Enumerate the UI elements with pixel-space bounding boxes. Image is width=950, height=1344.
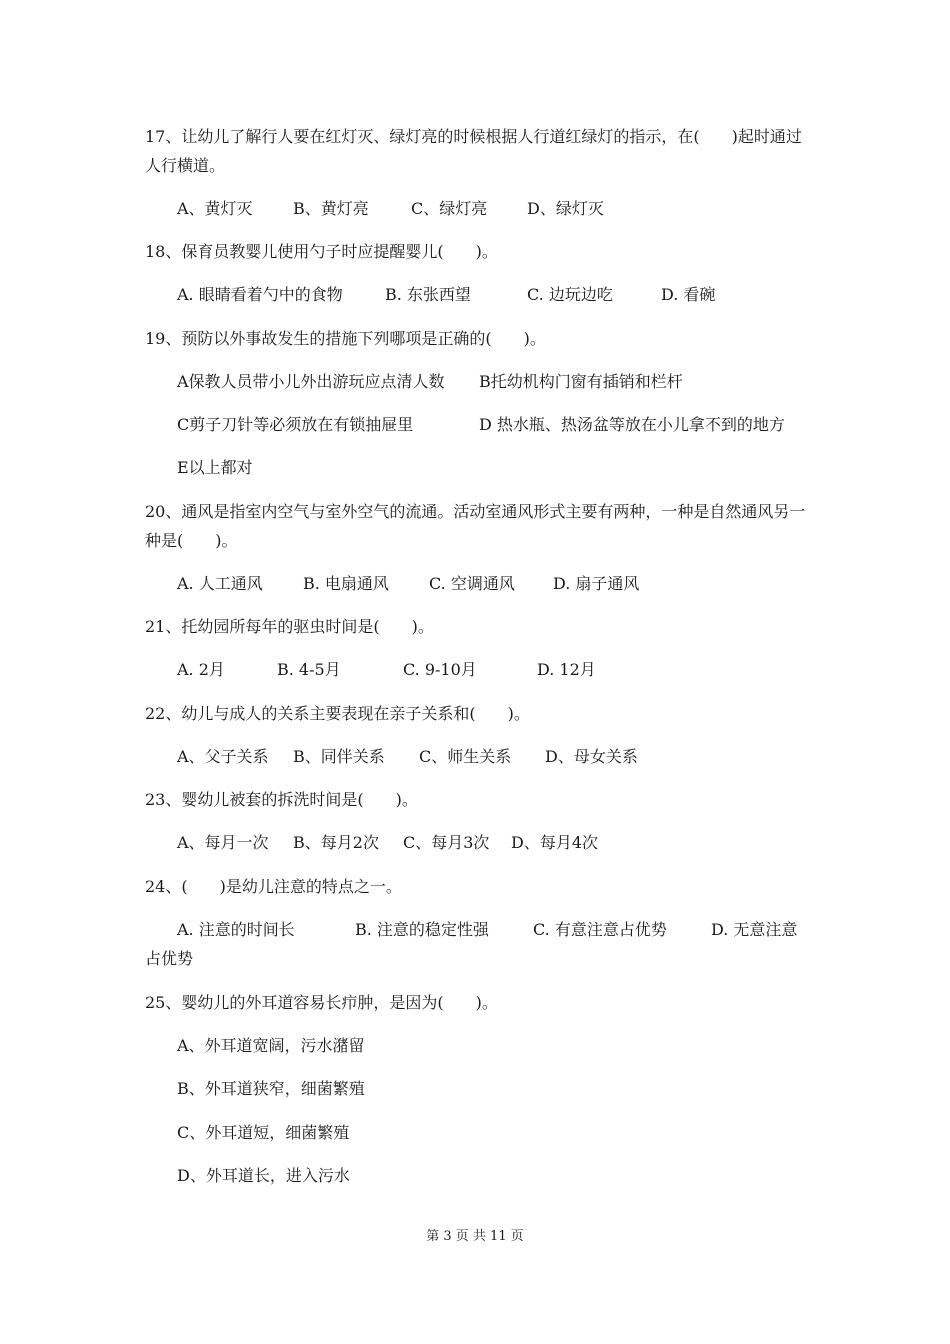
option-d: D. 无意注意 bbox=[711, 920, 798, 939]
question-19-stem: 19、预防以外事故发生的措施下列哪项是正确的( )。 bbox=[145, 329, 546, 348]
option-d-continuation: 占优势 bbox=[145, 949, 194, 968]
option-c: C、师生关系 bbox=[419, 747, 512, 766]
question-22-stem: 22、幼儿与成人的关系主要表现在亲子关系和( )。 bbox=[145, 704, 530, 723]
option-d: D. 看碗 bbox=[661, 285, 716, 304]
option-d: D、绿灯灭 bbox=[527, 199, 604, 218]
option-c: C、绿灯亮 bbox=[411, 199, 488, 218]
question-23-stem: 23、婴幼儿被套的拆洗时间是( )。 bbox=[145, 790, 418, 809]
option-b: B、同伴关系 bbox=[293, 747, 385, 766]
question-24-stem: 24、( )是幼儿注意的特点之一。 bbox=[145, 877, 402, 896]
question-21-stem: 21、托幼园所每年的驱虫时间是( )。 bbox=[145, 617, 434, 636]
option-c: C. 边玩边吃 bbox=[527, 285, 613, 304]
option-d: D、每月4次 bbox=[511, 833, 599, 852]
option-d: D. 扇子通风 bbox=[553, 574, 640, 593]
option-a: A保教人员带小儿外出游玩应点清人数 bbox=[177, 372, 445, 391]
option-c: C剪子刀针等必须放在有锁抽屉里 bbox=[177, 415, 414, 434]
option-b: B. 注意的稳定性强 bbox=[355, 920, 489, 939]
option-d: D 热水瓶、热汤盆等放在小儿拿不到的地方 bbox=[479, 415, 785, 434]
question-17-stem: 17、让幼儿了解行人要在红灯灭、绿灯亮的时候根据人行道红绿灯的指示，在( )起时通过人行横道。 bbox=[145, 127, 802, 175]
option-a: A. 注意的时间长 bbox=[177, 920, 295, 939]
option-b: B、外耳道狭窄，细菌繁殖 bbox=[177, 1079, 365, 1098]
option-d: D、母女关系 bbox=[545, 747, 638, 766]
option-c: C、外耳道短，细菌繁殖 bbox=[177, 1123, 350, 1142]
option-a: A. 2月 bbox=[177, 660, 225, 679]
option-d: D、外耳道长，进入污水 bbox=[177, 1166, 350, 1185]
option-d: D. 12月 bbox=[537, 660, 596, 679]
option-b: B托幼机构门窗有插销和栏杆 bbox=[479, 372, 683, 391]
question-20-stem: 20、通风是指室内空气与室外空气的流通。活动室通风形式主要有两种，一种是自然通风另一种是( )。 bbox=[145, 502, 806, 550]
option-a: A、每月一次 bbox=[177, 833, 269, 852]
option-b: B、每月2次 bbox=[293, 833, 379, 852]
option-b: B、黄灯亮 bbox=[293, 199, 369, 218]
page-number: 第 3 页 共 11 页 bbox=[426, 1229, 524, 1244]
option-b: B. 东张西望 bbox=[385, 285, 471, 304]
option-c: C、每月3次 bbox=[403, 833, 490, 852]
option-e: E以上都对 bbox=[177, 458, 253, 477]
option-c: C. 空调通风 bbox=[429, 574, 515, 593]
option-b: B. 电扇通风 bbox=[303, 574, 389, 593]
option-b: B. 4-5月 bbox=[277, 660, 341, 679]
option-c: C. 9-10月 bbox=[403, 660, 477, 679]
question-25-stem: 25、婴幼儿的外耳道容易长疖肿，是因为( )。 bbox=[145, 993, 498, 1012]
option-a: A. 眼睛看着勺中的食物 bbox=[177, 285, 343, 304]
option-a: A. 人工通风 bbox=[177, 574, 263, 593]
question-18-stem: 18、保育员教婴儿使用勺子时应提醒婴儿( )。 bbox=[145, 242, 498, 261]
option-a: A、黄灯灭 bbox=[177, 199, 253, 218]
option-a: A、父子关系 bbox=[177, 747, 269, 766]
option-a: A、外耳道宽阔，污水潴留 bbox=[177, 1036, 365, 1055]
option-c: C. 有意注意占优势 bbox=[533, 920, 667, 939]
